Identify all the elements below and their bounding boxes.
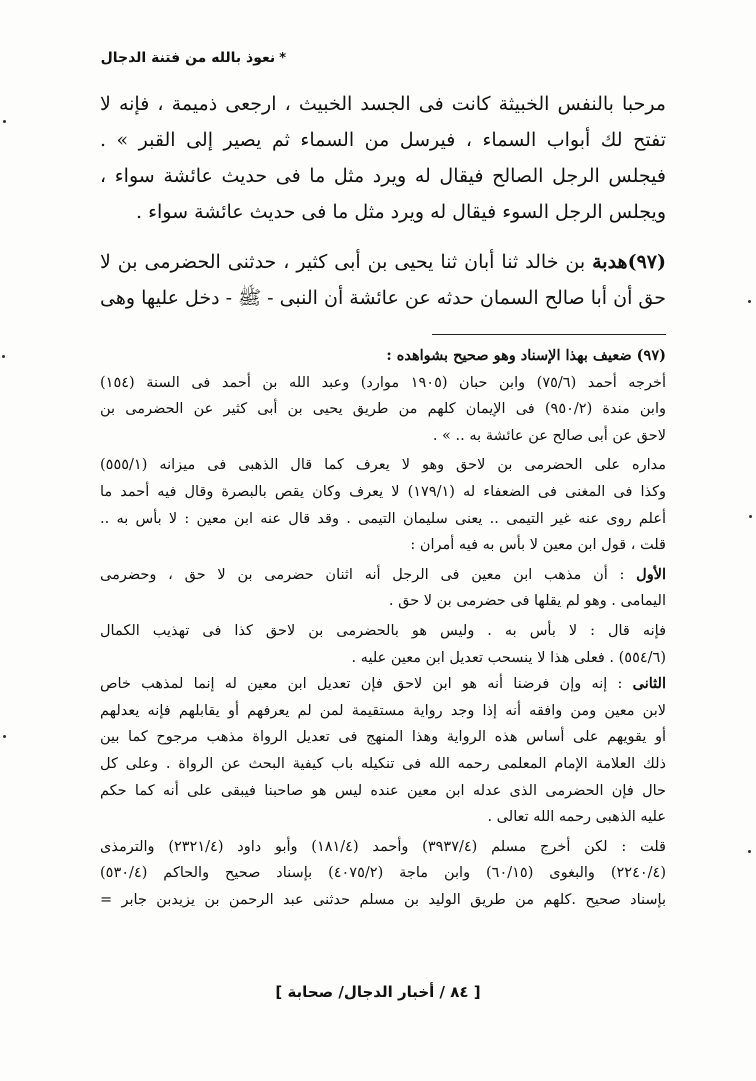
footnote-line: عليه الذهبى رحمه الله تعالى . [487, 809, 666, 826]
footnote-line: (٢٢٤٠/٤) والبغوى (٦٠/١٥) وابن ماجة (٤٠٧٥/٢) بإسناد صحيح والحاكم (٥٣٠/٤) [100, 865, 666, 882]
main-paragraph [100, 86, 666, 230]
footnote-heading: (٩٧) ضعيف بهذا الإسناد وهو صحيح بشواهده : [386, 347, 666, 364]
text-line: بن خالد ثنا أبان ثنا يحيى بن أبى كثير ، حدثنى الحضرمى بن لا حق [100, 251, 666, 309]
text-line: فيقال له ويرد مثل ما فى حديث عائشة سواء . [136, 201, 497, 223]
footnote-line: أخرجه أحمد (٧٥/٦) وابن حبان (١٩٠٥ موارد) وعبد الله بن أحمد فى السنة (١٥٤) [100, 374, 666, 391]
footnote-line: فإنه قال : لا بأس به . وليس هو بالحضرمى بن لاحق كذا فى تهذيب الكمال [100, 622, 666, 639]
footnote-line: بإسناد صحيح .كلهم من طريق الوليد بن مسلم حدثنى عبد الرحمن بن يزيدبن جابر = [100, 891, 666, 908]
footnote-line: لاحق عن أبى صالح عن عائشة به .. » . [432, 427, 666, 444]
hadith-number: (٩٧) [627, 251, 666, 273]
footnote-line: ذلك العلامة الإمام المعلمى رحمه الله فى تنكيله باب كيفية البحث عن الرواة . وعلى كل [100, 755, 666, 772]
footnote-divider [432, 334, 666, 335]
star-icon: * [279, 51, 286, 66]
footnote-line: أعلم روى عنه غير التيمى .. يعنى سليمان التيمى . وقد قال عنه ابن معين : لا بأس به .. [100, 510, 666, 527]
footnotes [100, 343, 666, 913]
footnote-line: مداره على الحضرمى بن لاحق وهو لا يعرف كما قال الذهبى فى ميزانه (٥٥٥/١) [100, 457, 666, 474]
second-point-label: الثانى [632, 675, 666, 693]
footnote-line: أو يقويهم على أساس هذه الرواية وهذا المنهج فى تعديل الرواة مذهب مرجوح كما بين [100, 729, 666, 746]
footnote-line: الأول : أن مذهب ابن معين فى الرجل أنه اثنان حضرمى بن لا حق ، وحضرمى [100, 565, 666, 583]
margin-speck [749, 515, 752, 518]
footnote-line: الثانى : إنه وإن فرضنا أنه هو ابن لاحق فإن تعديل ابن معين له إنما لمذهب خاص [100, 675, 666, 693]
footnote-line: وابن مندة (٩٥٠/٢) فى الإيمان كلهم من طريق يحيى بن أبى كثير عن الحضرمى بن [100, 401, 666, 418]
margin-speck [2, 355, 5, 358]
text-line: لك أبواب السماء ، فيرسل من السماء ثم يصير إلى القبر » . فيجلس الرجل [100, 129, 666, 187]
footnote-line: حال فإن الحضرمى الذى عدله ابن معين عنده ليس هو صاحبنا فيبقى على أنه كما حكم [100, 782, 666, 799]
hadith-lead-word: هدبة [592, 251, 628, 273]
margin-speck [3, 735, 6, 738]
text-line: مرحبا بالنفس الخبيثة كانت فى الجسد الخبيث ، ارجعى ذميمة ، فإنه لا تفتح [100, 93, 666, 151]
first-point-label: الأول [636, 565, 666, 583]
text-line: أن أبا صالح السمان حدثه عن عائشة أن النبى - ﷺ - دخل عليها وهى [100, 287, 633, 309]
header-title: نعوذ بالله من فتنة الدجال [100, 50, 276, 66]
margin-speck [748, 300, 751, 303]
footnote-line: لابن معين ومن وافقه أنه إذا وجد رواية مستقيمة لمن لم يعرفهم أو يقابلهم فإنه يعدلهم [100, 702, 666, 719]
footnote-line: وكذا فى المغنى فى الضعفاء له (١٧٩/١) لا يعرف وكان يقص بالبصرة وقال فيه أحمد ما [100, 483, 666, 500]
hadith-97 [100, 244, 666, 316]
footnote-line: (٥٥٤/٦) . فعلى هذا لا ينسحب تعديل ابن معين عليه . [351, 649, 666, 666]
page-footer: [ ٨٤ / أخبار الدجال/ صحابة ] [275, 983, 481, 1001]
margin-speck [3, 120, 6, 123]
footnote-line: اليمامى . وهو لم يقلها فى حضرمى بن لا حق . [388, 593, 666, 610]
text-line: الصالح فيقال له ويرد مثل ما فى حديث عائشة سواء ، ويجلس الرجل السوء [100, 165, 666, 223]
footnote-line: قلت : لكن أخرج مسلم (٣٩٣٧/٤) وأحمد (١٨١/٤) وأبو داود (٢٣٢١/٤) والترمذى [100, 838, 666, 855]
running-header [86, 50, 286, 66]
footnote-line: قلت ، قول ابن معين لا بأس به فيه أمران : [410, 537, 666, 554]
margin-speck [748, 850, 751, 853]
main-text [100, 86, 666, 316]
